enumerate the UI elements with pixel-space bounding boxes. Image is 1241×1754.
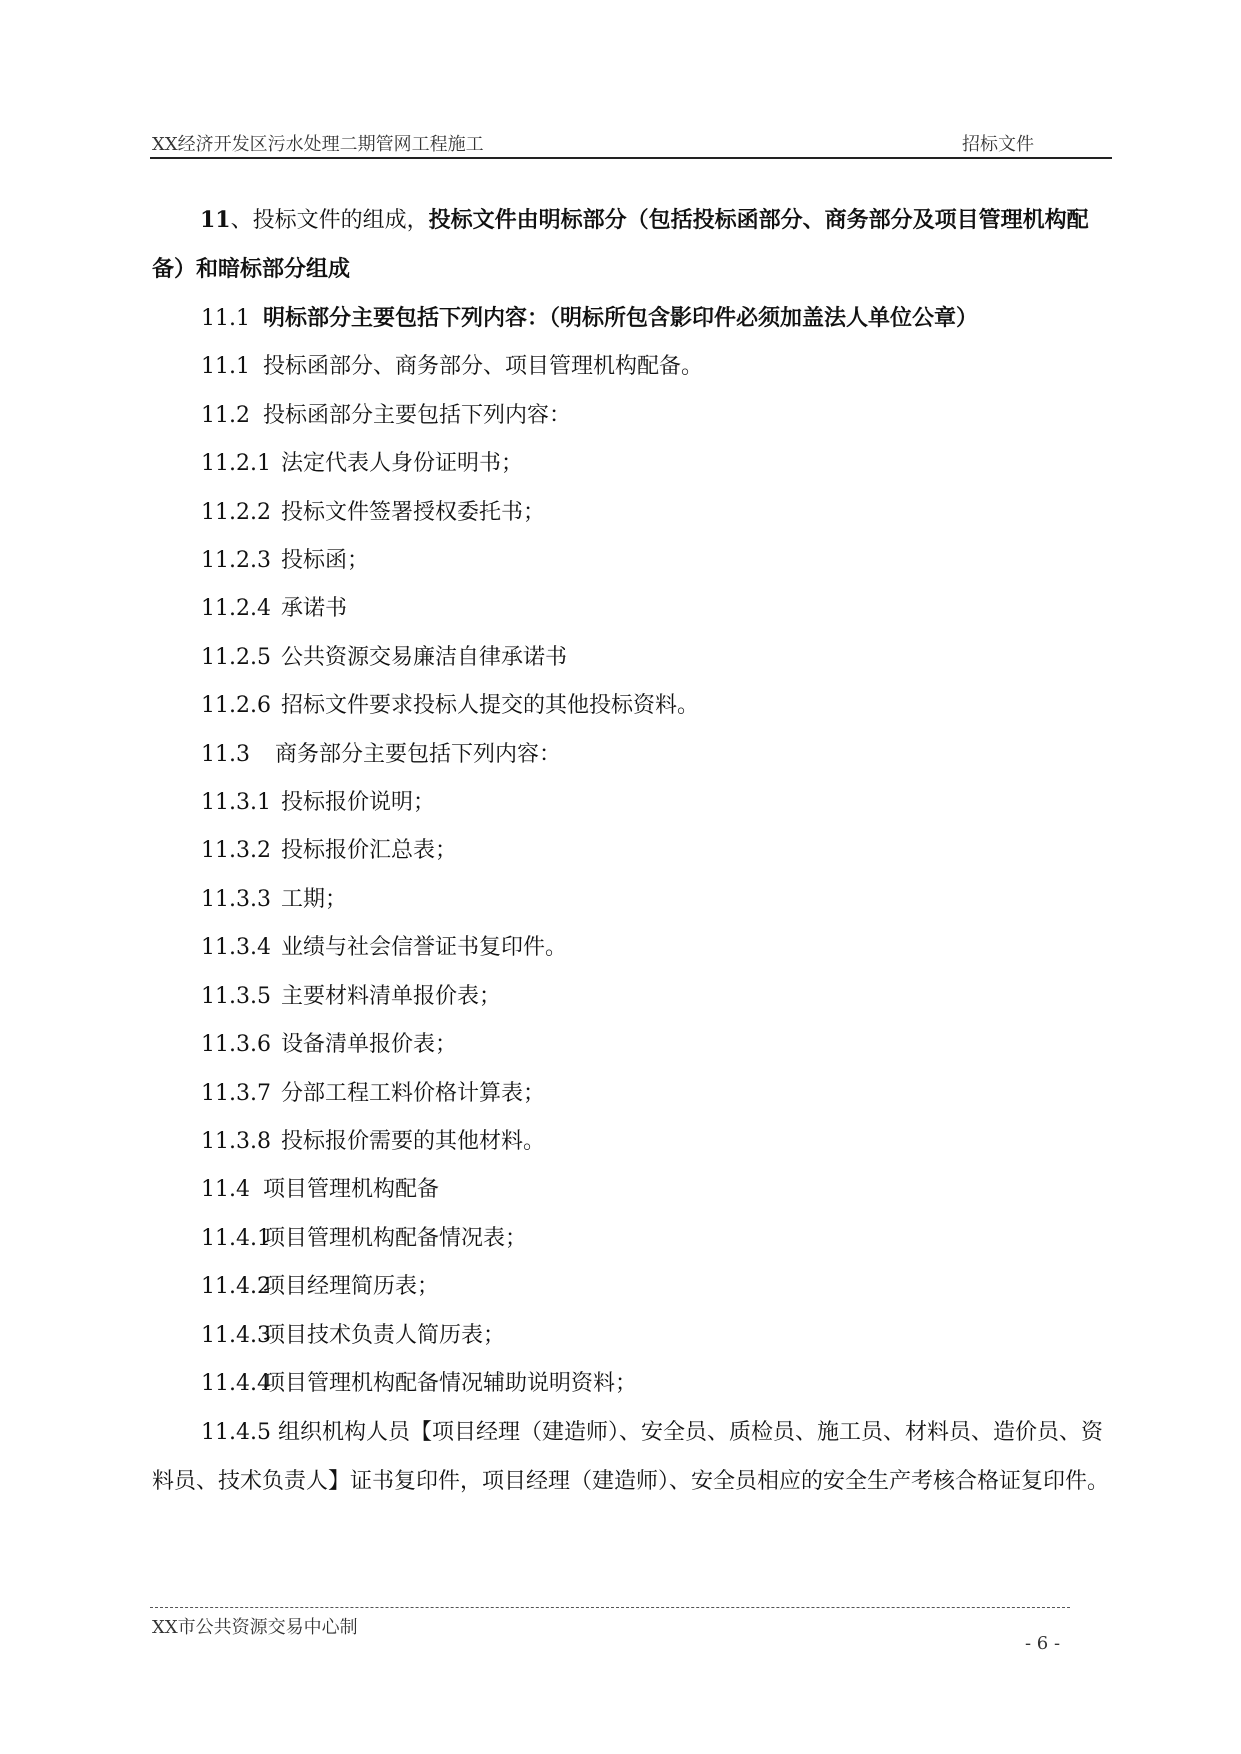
item-text: 投标函部分主要包括下列内容： xyxy=(263,402,572,428)
list-item xyxy=(152,1263,1112,1311)
list-item xyxy=(152,392,1112,440)
item-number: 11.3.6 xyxy=(201,1032,271,1058)
item-text: 项目管理机构配备情况表； xyxy=(263,1225,528,1251)
item-number: 11.4.5 xyxy=(201,1420,271,1446)
list-item xyxy=(152,973,1112,1021)
item-text: 项目管理机构配备 xyxy=(263,1177,440,1203)
list-item xyxy=(152,585,1112,633)
item-text: 组织机构人员【项目经理（建造师）、安全员、质检员、施工员、材料员、造价员、资料员、技术负责人】证书复印件，项目经理（建造师）、安全员相应的安全生产考核合格证复印件。 xyxy=(152,1420,1110,1495)
list-item xyxy=(152,1312,1112,1360)
list-item xyxy=(152,489,1112,537)
list-item xyxy=(152,731,1112,779)
section-bold-text: 投标文件由明标部分（包括投标函部分、商务部分及项目管理机构配备）和暗标部分组成 xyxy=(152,207,1089,282)
item-number: 11.2.1 xyxy=(201,451,271,477)
item-number: 11.4.4 xyxy=(201,1370,271,1396)
item-number: 11.4.1 xyxy=(201,1225,271,1251)
item-number: 11.2 xyxy=(201,402,250,428)
list-item xyxy=(152,876,1112,924)
item-text: 工期； xyxy=(281,886,348,912)
item-number: 11.3.7 xyxy=(201,1080,271,1106)
list-item xyxy=(152,343,1112,391)
item-number: 11.2.4 xyxy=(201,596,271,622)
item-number: 11.4.3 xyxy=(201,1322,271,1348)
item-text: 分部工程工料价格计算表； xyxy=(281,1080,546,1106)
page-number: - 6 - xyxy=(1025,1633,1061,1654)
item-text: 商务部分主要包括下列内容： xyxy=(275,741,562,767)
list-item xyxy=(152,537,1112,585)
list-item xyxy=(152,779,1112,827)
list-item xyxy=(152,1360,1112,1408)
item-text: 投标报价需要的其他材料。 xyxy=(281,1128,546,1154)
footer-rule xyxy=(150,1607,1070,1608)
item-text: 项目管理机构配备情况辅助说明资料； xyxy=(263,1370,638,1396)
item-number: 11.2.6 xyxy=(201,693,271,719)
item-text: 承诺书 xyxy=(281,596,348,622)
item-text: 公共资源交易廉洁自律承诺书 xyxy=(281,644,568,670)
item-number: 11.2.2 xyxy=(201,499,271,525)
list-item xyxy=(152,682,1112,730)
item-text: 投标文件签署授权委托书； xyxy=(281,499,546,525)
footer-org: XX市公共资源交易中心制 xyxy=(152,1617,358,1638)
item-number: 11.1 xyxy=(201,354,250,380)
item-number: 11.2.5 xyxy=(201,644,271,670)
item-number: 11.3.3 xyxy=(201,886,271,912)
item-text: 项目经理简历表； xyxy=(263,1274,440,1300)
item-text: 投标报价说明； xyxy=(281,790,436,816)
item-text: 投标报价汇总表； xyxy=(281,838,458,864)
header-rule xyxy=(150,157,1112,159)
list-item xyxy=(152,440,1112,488)
list-item xyxy=(152,1215,1112,1263)
list-item xyxy=(152,634,1112,682)
item-number: 11.3 xyxy=(201,741,250,767)
item-number: 11.1 xyxy=(201,306,250,331)
item-number: 11.3.8 xyxy=(201,1128,271,1154)
list-item xyxy=(152,1118,1112,1166)
page-header xyxy=(152,130,1112,158)
item-text: 主要材料清单报价表； xyxy=(281,983,502,1009)
item-text: 投标函部分、商务部分、项目管理机构配备。 xyxy=(263,354,704,380)
list-item-wrapped xyxy=(152,1408,1112,1506)
section-lead: 、投标文件的组成， xyxy=(230,208,429,233)
item-number: 11.2.3 xyxy=(201,548,271,574)
list-item xyxy=(152,1070,1112,1118)
item-text: 招标文件要求投标人提交的其他投标资料。 xyxy=(281,693,700,719)
item-number: 11.3.1 xyxy=(201,790,271,816)
list-item xyxy=(152,827,1112,875)
list-item xyxy=(152,1166,1112,1214)
item-number: 11.3.5 xyxy=(201,983,271,1009)
document-body xyxy=(152,196,1112,1506)
item-text: 投标函； xyxy=(281,548,370,574)
item-text: 法定代表人身份证明书； xyxy=(281,451,524,477)
item-number: 11.3.2 xyxy=(201,838,271,864)
item-number: 11.4.2 xyxy=(201,1274,271,1300)
list-item xyxy=(152,294,1112,343)
list-item xyxy=(152,1021,1112,1069)
item-text: 业绩与社会信誉证书复印件。 xyxy=(281,935,568,961)
item-number: 11.3.4 xyxy=(201,935,271,961)
item-number: 11.4 xyxy=(201,1177,250,1203)
item-text: 设备清单报价表； xyxy=(281,1032,458,1058)
item-text: 明标部分主要包括下列内容：（明标所包含影印件必须加盖法人单位公章） xyxy=(263,305,979,331)
list-item xyxy=(152,924,1112,972)
section-number: 11 xyxy=(200,207,231,233)
header-title: XX经济开发区污水处理二期管网工程施工 xyxy=(152,134,484,155)
item-text: 项目技术负责人简历表； xyxy=(263,1322,506,1348)
section-heading xyxy=(152,196,1112,294)
header-doc-type: 招标文件 xyxy=(962,134,1034,155)
